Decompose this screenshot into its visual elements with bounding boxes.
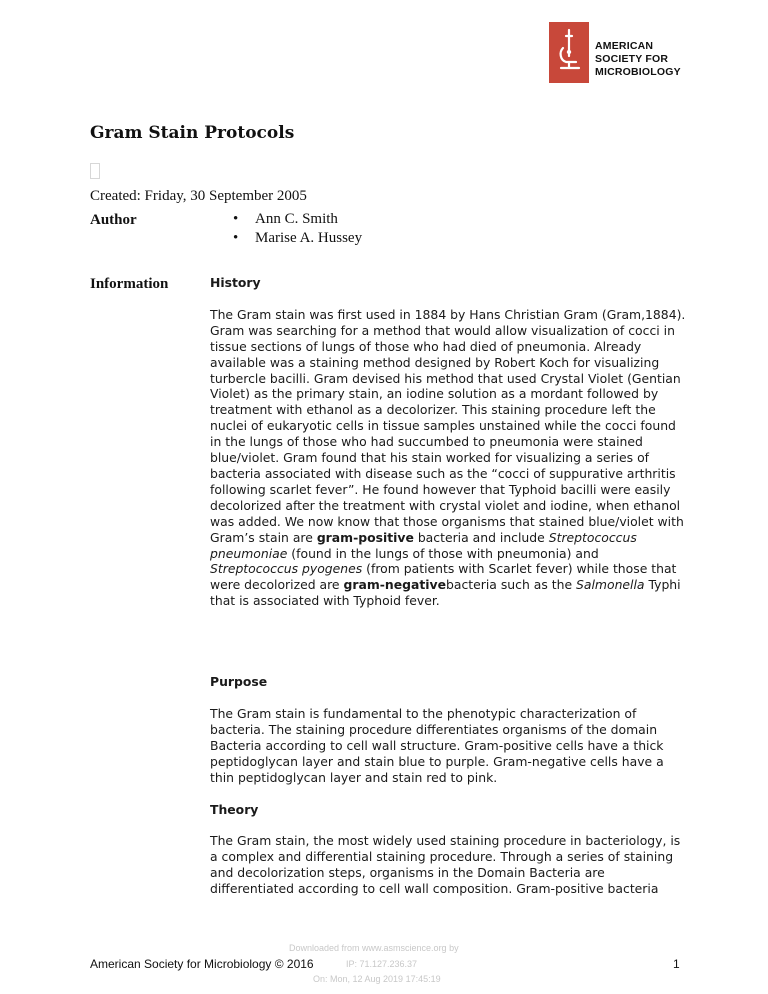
- gram-positive-term: gram-positive: [316, 529, 414, 545]
- logo-line-3: MICROBIOLOGY: [595, 66, 681, 78]
- information-content: [210, 275, 690, 897]
- asm-logo: [549, 22, 681, 83]
- author-item: • Ann C. Smith: [233, 210, 362, 229]
- history-paragraph: The Gram stain was first used in 1884 by Hans Christian Gram (Gram,1884). Gram was searching for a method that would allow visualization of cocci in tissue sections of lungs of those who had died of pneumonia. Already available was a staining method designed by Robert Koch for visualizing turbercle bacilli. Gram devised his method that used Crystal Violet (Gentian Violet) as the primary stain, an iodine solution as a mordant followed by treatment with ethanol as a decolorizer. This staining procedure left the nuclei of eukaryotic cells in tissue samples unstained while the cocci found in the lungs of those who had succumbed to pneumonia were stained blue/violet. Gram found that his stain worked for visualizing a series of bacteria associated with disease such as the “cocci of suppurative arthritis following scarlet fever”. He found however that Typhoid bacilli were easily decolorized after the treatment with crystal violet and iodine, when ethanol was added. We now know that those organisms that stained blue/violet with Gram’s stain are gram-positive bacteria and include Streptococcus pneumoniae (found in the lungs of those with pneumonia) and Streptococcus pyogenes (from patients with Scarlet fever) while those that were decolorized are gram-negativebacteria such as the Salmonella Typhi that is associated with Typhoid fever.: [210, 306, 686, 609]
- logo-line-2: SOCIETY FOR: [595, 53, 669, 65]
- purpose-heading: Purpose: [210, 674, 268, 690]
- genus-name: Salmonella: [576, 577, 645, 593]
- watermark-date: On: Mon, 12 Aug 2019 17:45:19: [313, 974, 441, 984]
- author-label: Author: [90, 212, 137, 228]
- history-heading: History: [210, 275, 261, 290]
- theory-paragraph: The Gram stain, the most widely used staining procedure in bacteriology, is a complex and differential staining procedure. Through a series of staining and decolorization steps, organisms in the Domain Bacteria are differentiated according to cell wall composition. Gram-positive bacteria: [210, 833, 681, 897]
- watermark-downloaded: Downloaded from www.asmscience.org by: [289, 943, 459, 953]
- gram-negative-term: gram-negative: [343, 577, 447, 593]
- theory-heading: Theory: [210, 801, 259, 817]
- missing-glyph-icon: [90, 163, 100, 179]
- author-list: [233, 210, 362, 248]
- logo-line-1: AMERICAN: [595, 40, 654, 52]
- page-number: 1: [673, 957, 680, 971]
- created-date: Created: Friday, 30 September 2005: [90, 188, 307, 204]
- purpose-paragraph: The Gram stain is fundamental to the phenotypic characterization of bacteria. The staining procedure differentiates organisms of the domain Bacteria according to cell wall structure. Gram-positive cells have a thick peptidoglycan layer and stain blue to purple. Gram-negative cells have a thin peptidoglycan layer and stain red to pink.: [210, 706, 664, 785]
- species-name: Streptococcus pyogenes: [210, 561, 363, 577]
- logo-wordmark: [595, 40, 681, 79]
- microscope-logo-icon: [549, 22, 589, 83]
- footer-copyright: American Society for Microbiology © 2016: [90, 957, 314, 971]
- information-label: Information: [90, 276, 169, 292]
- page-title: Gram Stain Protocols: [90, 123, 295, 143]
- author-item: • Marise A. Hussey: [233, 229, 362, 248]
- species-name: Streptococcus pneumoniae: [210, 529, 637, 561]
- watermark-ip: IP: 71.127.236.37: [346, 959, 418, 969]
